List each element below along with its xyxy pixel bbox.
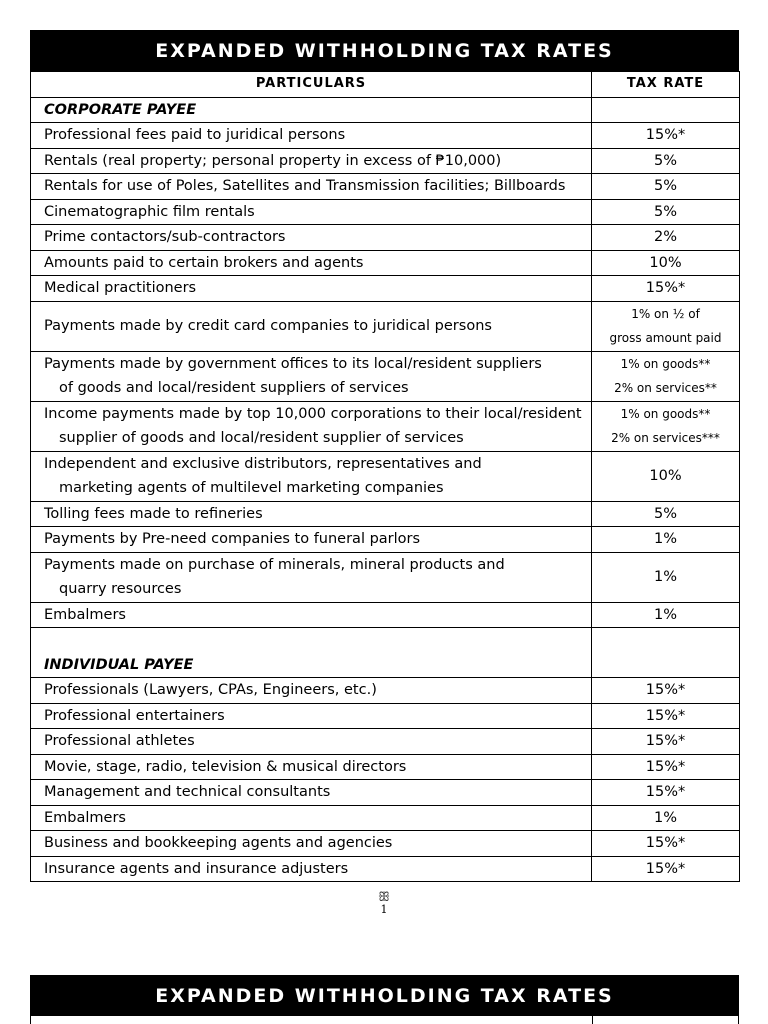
table-row	[31, 552, 740, 602]
particular-text: Rentals (real property; personal property in excess of ₱10,000)	[44, 152, 502, 169]
table-row	[31, 351, 740, 401]
table-row	[31, 225, 740, 251]
particular-text: Income payments made by top 10,000 corporations to their local/resident	[44, 405, 582, 422]
individual-section-rate-cell	[592, 628, 740, 678]
tax-rates-table	[30, 71, 740, 882]
tax-rates-sheet	[30, 30, 739, 882]
particular-cell	[31, 351, 592, 401]
particular-cell	[31, 225, 592, 251]
tax-rate-text: 15%*	[645, 784, 686, 800]
particular-cell	[31, 123, 592, 149]
corporate-section-rate-cell	[592, 97, 740, 123]
particular-text: quarry resources	[59, 581, 182, 597]
table-row	[31, 754, 740, 780]
tax-rate-cell	[592, 199, 740, 225]
particular-text: marketing agents of multilevel marketing companies	[59, 480, 444, 496]
table-row	[31, 527, 740, 553]
tax-rate-text: 2% on services**	[614, 381, 717, 395]
particular-text: Payments made by credit card companies to juridical persons	[44, 317, 492, 334]
particular-text: of goods and local/resident suppliers of services	[59, 380, 409, 396]
particular-cell	[31, 780, 592, 806]
table-row	[31, 451, 740, 501]
particular-cell	[31, 703, 592, 729]
tax-rate-cell	[592, 552, 740, 602]
particular-cell	[31, 602, 592, 628]
tax-rate-cell	[592, 754, 740, 780]
corporate-section-row	[31, 97, 740, 123]
table-row	[31, 602, 740, 628]
table-row	[31, 678, 740, 704]
tax-rate-cell	[592, 301, 740, 351]
particular-text: Professional entertainers	[44, 707, 225, 724]
tax-rate-text: 1%	[653, 809, 677, 826]
particular-text: Independent and exclusive distributors, representatives and	[44, 455, 482, 472]
particular-text: Medical practitioners	[44, 280, 197, 296]
table-row	[31, 805, 740, 831]
tax-rate-text: 10%	[649, 467, 682, 484]
particular-text: Payments by Pre-need companies to funeral parlors	[44, 531, 421, 547]
particular-cell	[31, 501, 592, 527]
particular-cell	[31, 527, 592, 553]
page-number: 1	[380, 903, 388, 916]
particular-text: Insurance agents and insurance adjusters	[44, 860, 349, 877]
particular-cell	[31, 148, 592, 174]
tax-rate-text: 15%*	[645, 835, 686, 851]
next-page-table-edge	[30, 1016, 739, 1024]
tax-rate-cell	[592, 602, 740, 628]
individual-section-heading: INDIVIDUAL PAYEE	[31, 628, 592, 678]
table-row	[31, 703, 740, 729]
tax-rate-cell	[592, 805, 740, 831]
tax-rate-cell	[592, 401, 740, 451]
table-row	[31, 250, 740, 276]
particular-cell	[31, 276, 592, 302]
particular-cell	[31, 174, 592, 200]
particular-text: supplier of goods and local/resident supplier of services	[59, 430, 464, 446]
tax-rate-text: 15%*	[645, 758, 686, 775]
tax-rate-cell	[592, 703, 740, 729]
particular-text: Payments made on purchase of minerals, mineral products and	[44, 556, 505, 573]
tax-rate-text: 5%	[653, 203, 677, 220]
tax-rate-cell	[592, 276, 740, 302]
tax-rate-text: 1% on ½ of	[631, 306, 700, 321]
tax-rate-text: 15%*	[645, 280, 686, 296]
particular-cell	[31, 401, 592, 451]
tax-rate-cell	[592, 678, 740, 704]
particular-cell	[31, 856, 592, 882]
table-row	[31, 123, 740, 149]
tax-rate-text: 2% on services***	[611, 431, 720, 445]
table-row	[31, 148, 740, 174]
tax-rate-text: 1%	[653, 531, 677, 547]
tax-rate-cell	[592, 250, 740, 276]
table-row	[31, 401, 740, 451]
particular-cell	[31, 678, 592, 704]
page-title: EXPANDED WITHHOLDING TAX RATES	[30, 30, 739, 71]
particular-text: Embalmers	[44, 809, 126, 826]
tax-rate-text: gross amount paid	[609, 331, 722, 345]
table-row	[31, 729, 740, 755]
tax-rate-header: TAX RATE	[592, 72, 740, 98]
tax-rate-text: 5%	[653, 505, 677, 522]
particular-cell	[31, 831, 592, 857]
table-row	[31, 199, 740, 225]
tax-rate-cell	[592, 174, 740, 200]
tax-rate-text: 1%	[653, 568, 677, 585]
next-page-sheet	[30, 975, 739, 1024]
tax-rate-text: 15%*	[645, 682, 686, 698]
particular-text: Payments made by government offices to its local/resident suppliers	[44, 355, 542, 372]
tax-rate-cell	[592, 856, 740, 882]
particular-cell	[31, 451, 592, 501]
particular-text: Amounts paid to certain brokers and agents	[44, 254, 364, 271]
table-row	[31, 831, 740, 857]
particular-cell	[31, 805, 592, 831]
tax-rate-text: 1%	[653, 606, 677, 623]
tax-rate-cell	[592, 451, 740, 501]
table-row	[31, 276, 740, 302]
tax-rate-cell	[592, 351, 740, 401]
table-row	[31, 780, 740, 806]
tax-rate-cell	[592, 225, 740, 251]
ornament-icon: ꕥ	[377, 890, 391, 905]
tax-rate-text: 1% on goods**	[620, 356, 711, 371]
tax-rate-cell	[592, 148, 740, 174]
table-row	[31, 301, 740, 351]
tax-rate-text: 15%*	[645, 860, 686, 877]
tax-rate-text: 15%*	[645, 127, 686, 143]
tax-rate-text: 15%*	[645, 733, 686, 749]
particular-text: Professionals (Lawyers, CPAs, Engineers, etc.)	[44, 682, 377, 698]
tax-rate-cell	[592, 831, 740, 857]
page-footer	[0, 892, 768, 916]
particular-cell	[31, 754, 592, 780]
particular-text: Management and technical consultants	[44, 784, 331, 800]
tax-rate-text: 15%*	[645, 707, 686, 724]
tax-rate-text: 2%	[653, 229, 677, 245]
individual-section-row	[31, 628, 740, 678]
table-header-row	[31, 72, 740, 98]
corporate-section-heading: CORPORATE PAYEE	[31, 97, 592, 123]
next-page-title: EXPANDED WITHHOLDING TAX RATES	[30, 975, 739, 1016]
tax-rate-text: 10%	[649, 254, 682, 271]
table-row	[31, 174, 740, 200]
particular-cell	[31, 199, 592, 225]
particular-text: Business and bookkeeping agents and agencies	[44, 835, 393, 851]
particular-text: Tolling fees made to refineries	[44, 505, 263, 522]
particular-text: Movie, stage, radio, television & musical directors	[44, 758, 407, 775]
tax-rate-text: 5%	[653, 178, 677, 194]
tax-rate-cell	[592, 501, 740, 527]
tax-rate-text: 5%	[653, 152, 677, 169]
particular-text: Rentals for use of Poles, Satellites and Transmission facilities; Billboards	[44, 178, 566, 194]
tax-rate-cell	[592, 527, 740, 553]
table-row	[31, 501, 740, 527]
tax-rate-cell	[592, 780, 740, 806]
tax-rate-text: 1% on goods**	[620, 406, 711, 421]
particulars-header: PARTICULARS	[31, 72, 592, 98]
tax-rate-cell	[592, 123, 740, 149]
tax-rate-cell	[592, 729, 740, 755]
particular-text: Professional athletes	[44, 733, 195, 749]
particular-cell	[31, 552, 592, 602]
particular-text: Professional fees paid to juridical persons	[44, 127, 346, 143]
particular-cell	[31, 301, 592, 351]
table-row	[31, 856, 740, 882]
particular-text: Prime contactors/sub-contractors	[44, 229, 286, 245]
particular-text: Embalmers	[44, 606, 126, 623]
particular-text: Cinematographic film rentals	[44, 203, 255, 220]
particular-cell	[31, 250, 592, 276]
particular-cell	[31, 729, 592, 755]
